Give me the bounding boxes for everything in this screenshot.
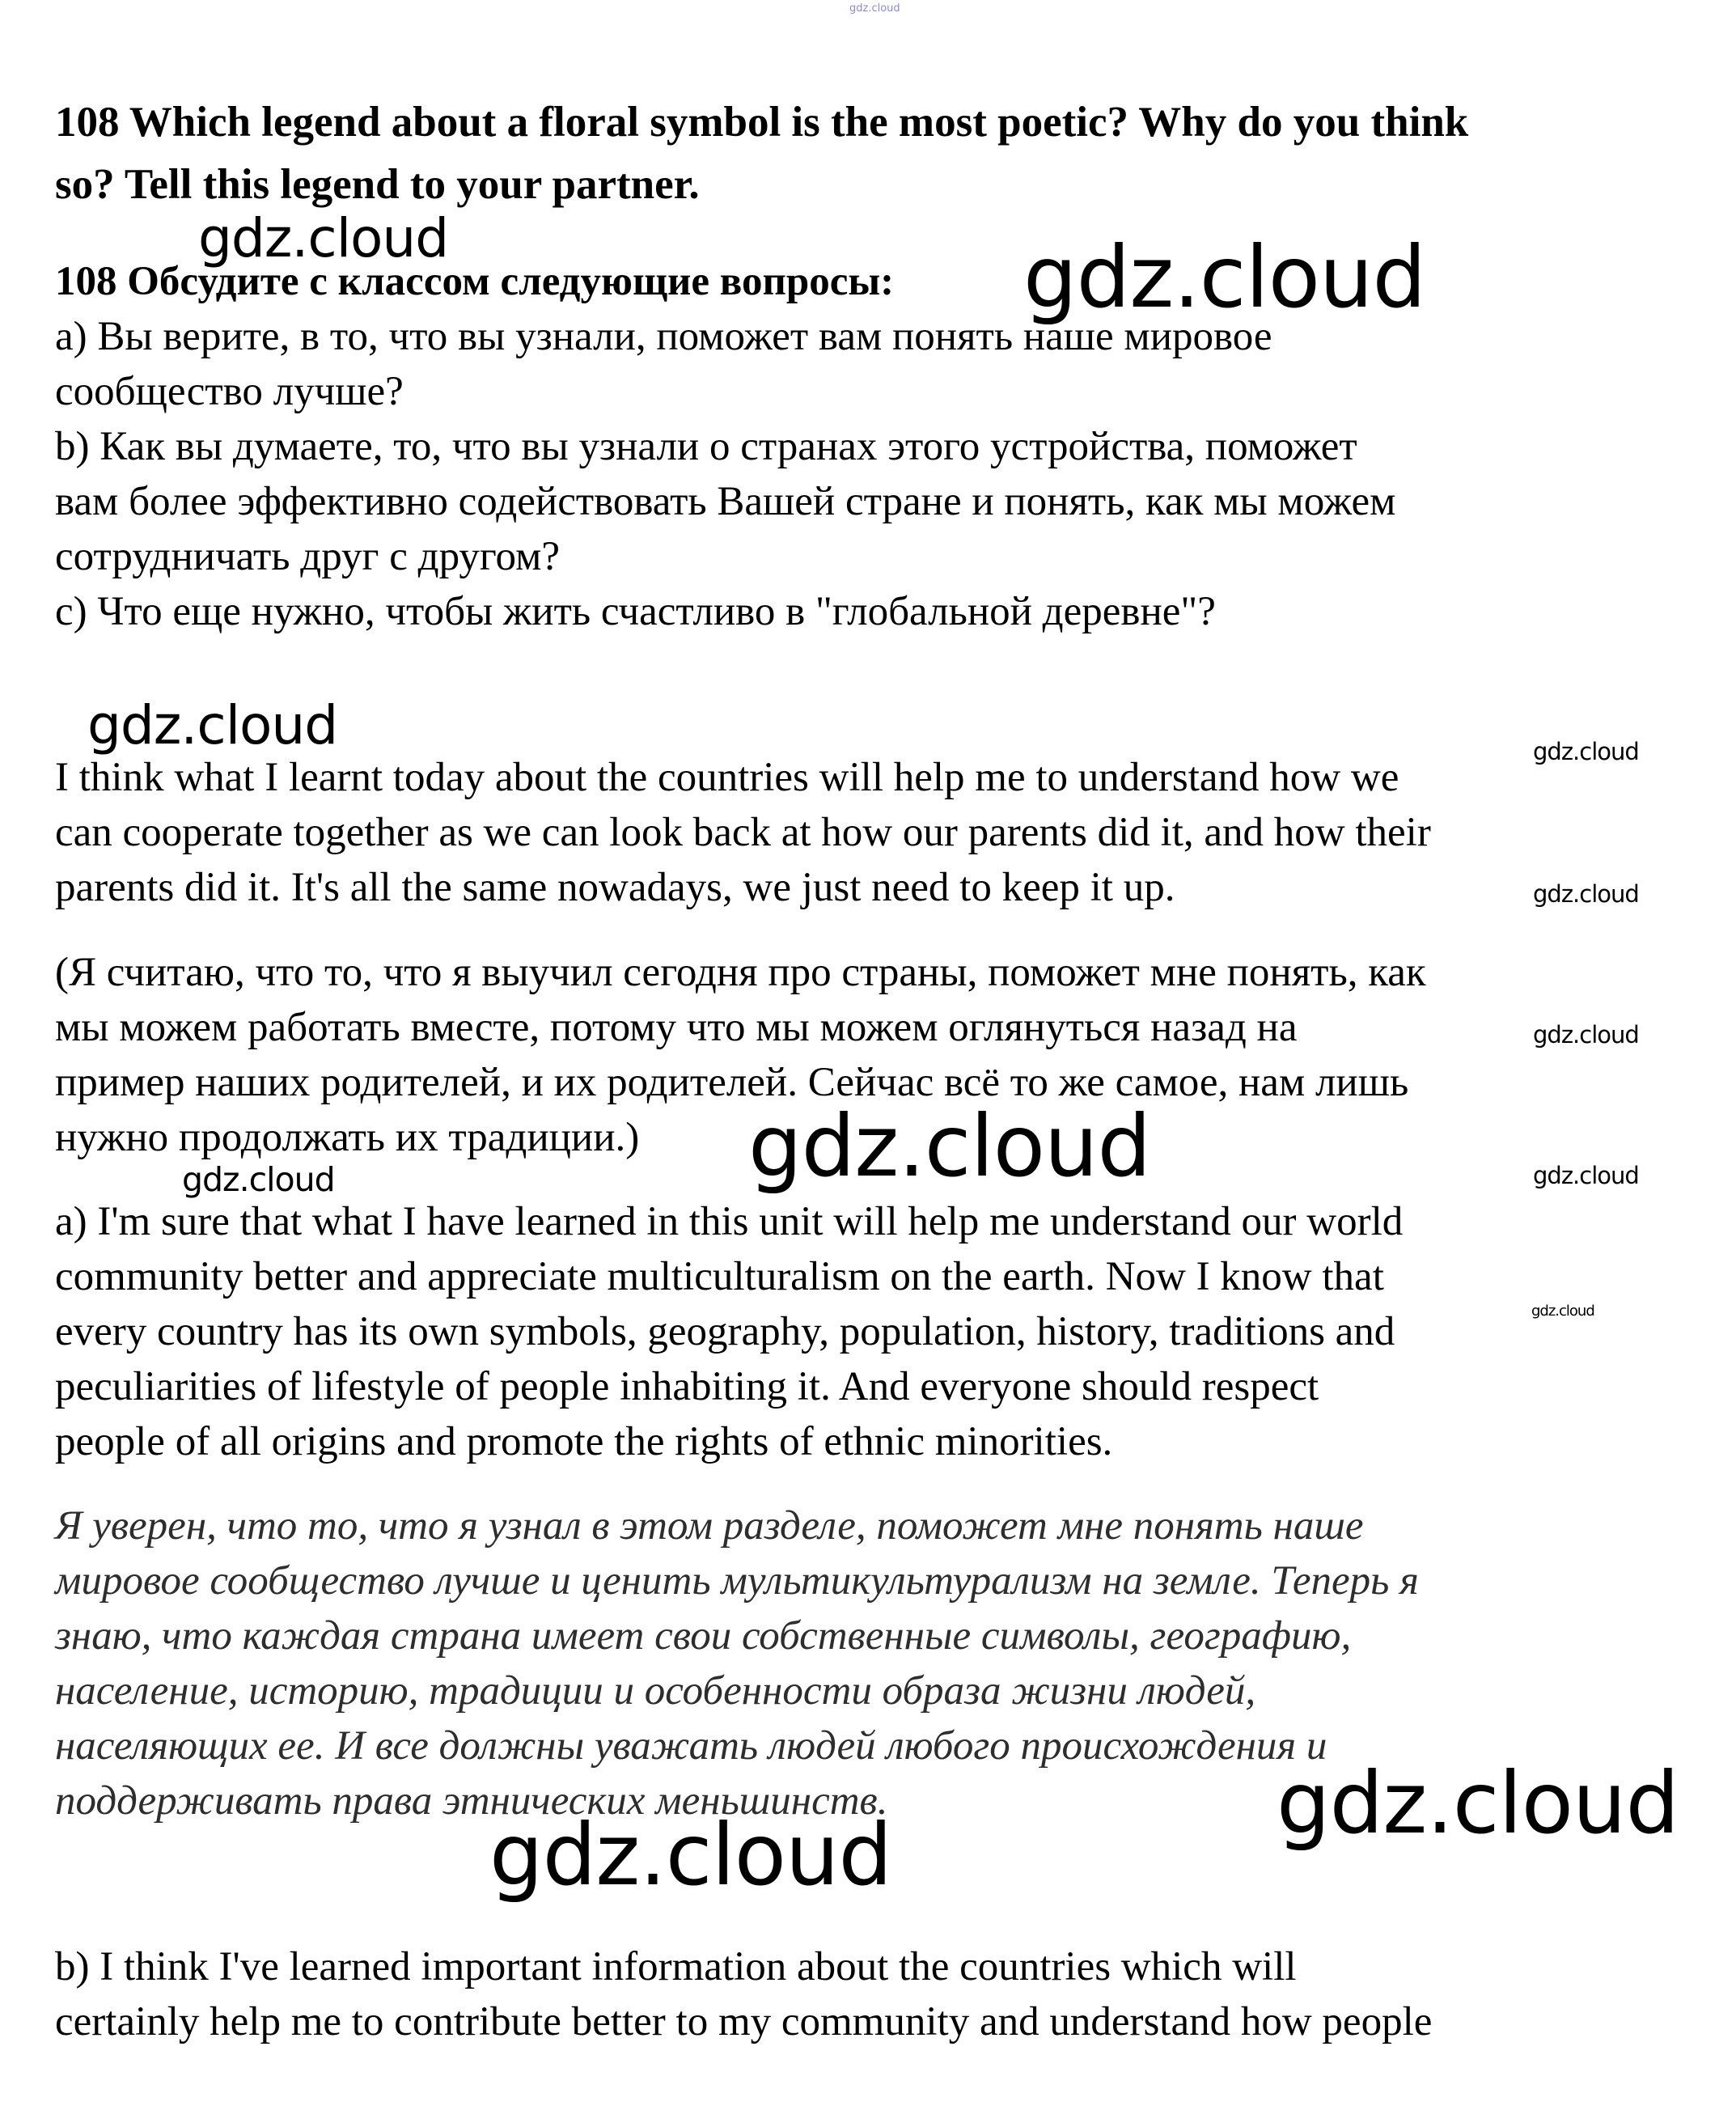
answer-a-line: every country has its own symbols, geography, population, history, traditions and: [55, 1309, 1395, 1354]
watermark: gdz.cloud: [87, 694, 338, 756]
answer-intro-translation-line: мы можем работать вместе, потому что мы можем оглянуться назад на: [55, 1005, 1298, 1050]
answer-a-line: people of all origins and promote the rights of ethnic minorities.: [55, 1419, 1113, 1464]
watermark: gdz.cloud: [1533, 880, 1639, 908]
watermark: gdz.cloud: [1277, 1754, 1679, 1853]
task-question-line: so? Tell this legend to your partner.: [55, 161, 700, 208]
answer-a-line: peculiarities of lifestyle of people inhabiting it. And everyone should respect: [55, 1364, 1319, 1409]
answer-a-translation-line: поддерживать права этнических меньшинств.: [55, 1778, 888, 1824]
answer-a: [55, 1194, 1665, 1469]
task-discuss-heading: 108 Обсудите с классом следующие вопросы:: [55, 259, 895, 304]
answer-intro-translation-line: (Я считаю, что то, что я выучил сегодня про страны, поможет мне понять, как: [55, 950, 1426, 995]
answer-b-line: certainly help me to contribute better to my community and understand how people: [55, 1999, 1433, 2044]
answer-a-translation-line: население, историю, традиции и особенности образа жизни людей,: [55, 1668, 1256, 1714]
watermark: gdz.cloud: [1533, 1021, 1639, 1049]
answer-intro: [55, 750, 1665, 915]
answer-intro-translation-line: нужно продолжать их традиции.): [55, 1115, 640, 1160]
watermark-top: gdz.cloud: [849, 2, 900, 15]
answer-intro-line: parents did it. It's all the same nowadays, we just need to keep it up.: [55, 865, 1175, 910]
watermark: gdz.cloud: [489, 1806, 892, 1905]
task-discuss-line: сообщество лучше?: [55, 369, 404, 414]
watermark: gdz.cloud: [1531, 1303, 1594, 1320]
task-discuss-line: a) Вы верите, в то, что вы узнали, поможет вам понять наше мировое: [55, 314, 1272, 359]
answer-a-translation-line: знаю, что каждая страна имеет свои собственные символы, географию,: [55, 1613, 1352, 1659]
answer-b: [55, 1939, 1665, 2049]
task-question: [55, 91, 1665, 216]
task-discuss-line: вам более эффективно содействовать Вашей стране и понять, как мы можем: [55, 479, 1396, 524]
watermark: gdz.cloud: [1533, 738, 1639, 765]
answer-a-translation-line: мировое сообщество лучше и ценить мультикультурализм на земле. Теперь я: [55, 1558, 1419, 1604]
watermark: gdz.cloud: [182, 1160, 335, 1199]
answer-a-translation-line: населяющих ее. И все должны уважать людей любого происхождения и: [55, 1723, 1327, 1769]
answer-intro-translation-line: пример наших родителей, и их родителей. Сейчас всё то же самое, нам лишь: [55, 1060, 1409, 1105]
answer-a-translation-line: Я уверен, что то, что я узнал в этом разделе, поможет мне понять наше: [55, 1503, 1364, 1549]
answer-a-line: a) I'm sure that what I have learned in this unit will help me understand our world: [55, 1199, 1404, 1244]
task-question-line: 108 Which legend about a floral symbol is the most poetic? Why do you think: [55, 99, 1469, 146]
task-discuss-line: сотрудничать друг с другом?: [55, 534, 560, 579]
answer-intro-line: I think what I learnt today about the countries will help me to understand how we: [55, 755, 1399, 800]
watermark: gdz.cloud: [1023, 228, 1426, 327]
task-discuss-line: b) Как вы думаете, то, что вы узнали о странах этого устройства, поможет: [55, 424, 1357, 469]
task-discuss-line: c) Что еще нужно, чтобы жить счастливо в "глобальной деревне"?: [55, 589, 1216, 634]
answer-a-line: community better and appreciate multiculturalism on the earth. Now I know that: [55, 1254, 1384, 1299]
watermark: gdz.cloud: [748, 1097, 1151, 1196]
answer-b-line: b) I think I've learned important information about the countries which will: [55, 1944, 1297, 1989]
answer-intro-line: can cooperate together as we can look back at how our parents did it, and how their: [55, 810, 1431, 855]
watermark: gdz.cloud: [1533, 1162, 1639, 1189]
watermark: gdz.cloud: [198, 207, 449, 269]
